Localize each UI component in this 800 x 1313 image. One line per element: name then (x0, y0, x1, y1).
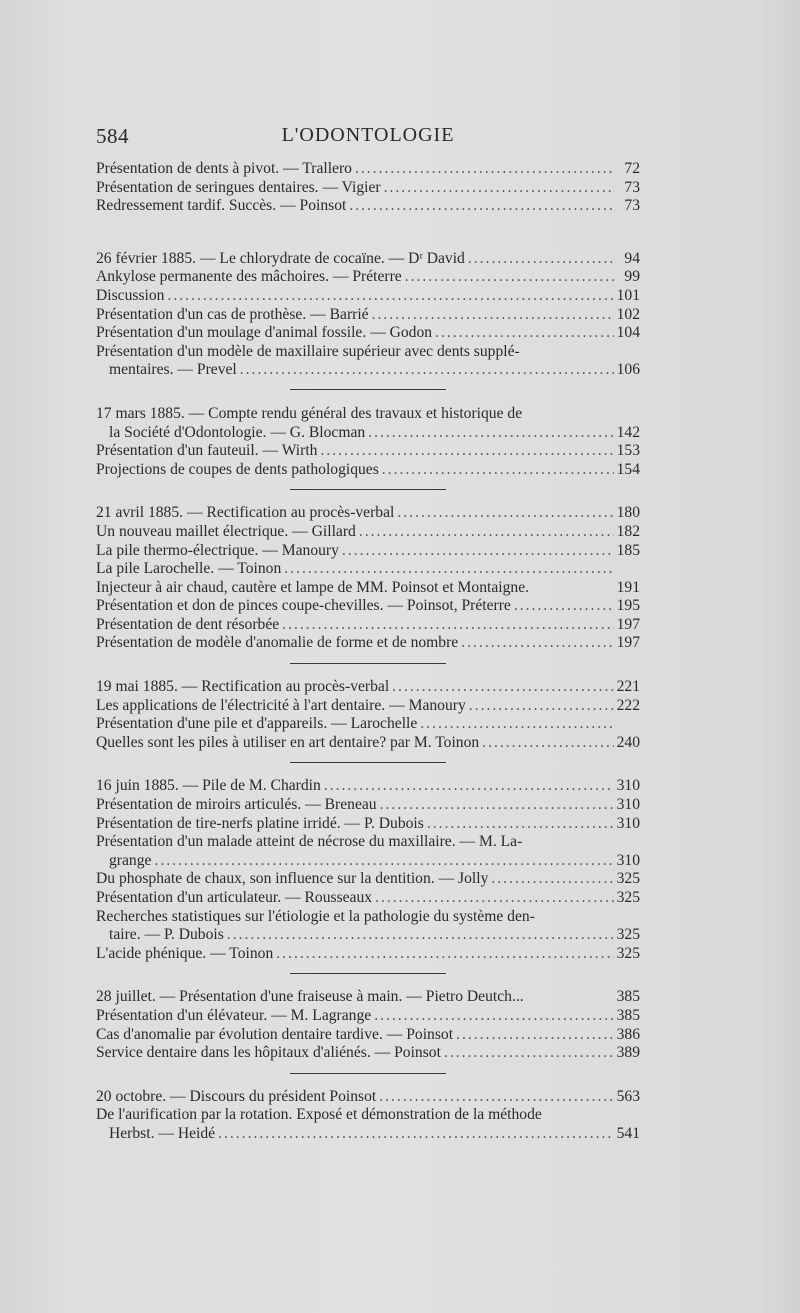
entry-title: mentaires. — Prevel (109, 361, 237, 379)
entry-title: Présentation d'une pile et d'appareils. — Larochelle (96, 715, 418, 733)
toc-entry (96, 870, 640, 889)
entry-page: 154 (616, 460, 640, 478)
entry-title: taire. — P. Dubois (109, 926, 224, 944)
entry-title: Présentation de tire-nerfs platine irridé. — P. Dubois (96, 814, 424, 832)
entry-page: 385 (616, 1006, 640, 1024)
entry-title: Présentation de dent résorbée (96, 615, 280, 633)
entry-title: 20 octobre. — Discours du président Poinsot (96, 1087, 377, 1105)
entry-page: 325 (616, 870, 640, 888)
toc-entry (96, 988, 640, 1007)
toc-entry (96, 306, 640, 325)
toc-section-5 (96, 678, 640, 752)
dot-leader (227, 926, 614, 945)
entry-page: 142 (616, 423, 640, 441)
entry-title-first-line: Recherches statistiques sur l'étiologie et la pathologie du système den- (96, 907, 535, 925)
entry-title: 26 février 1885. — Le chlorydrate de cocaïne. — Dʳ David (96, 249, 465, 267)
entry-page: 191 (616, 578, 640, 596)
toc-entry (96, 179, 640, 198)
dot-leader (276, 945, 613, 964)
entry-title: Présentation d'un fauteuil. — Wirth (96, 442, 318, 460)
entry-page: 222 (616, 696, 640, 714)
dot-leader (405, 268, 615, 287)
entry-title: Présentation d'un articulateur. — Rousseaux (96, 889, 373, 906)
toc-entry (96, 926, 640, 945)
entry-page: 104 (616, 324, 640, 342)
dot-leader (342, 542, 614, 561)
dot-leader (380, 796, 614, 815)
dot-leader (514, 597, 614, 616)
toc-entry (96, 815, 640, 834)
toc-section-4 (96, 504, 640, 653)
entry-page: 99 (624, 268, 640, 286)
dot-leader (375, 889, 614, 908)
toc-entry (96, 777, 640, 796)
entry-page: 185 (616, 541, 640, 559)
dot-leader (468, 250, 615, 269)
entry-page: 310 (616, 851, 640, 869)
toc-section-8 (96, 1088, 640, 1144)
entry-title: Présentation et don de pinces coupe-chevilles. — Poinsot, Préterre (96, 597, 511, 615)
entry-page: 197 (616, 615, 640, 633)
dot-leader (397, 504, 613, 523)
table-of-contents (96, 160, 640, 1144)
dot-leader (384, 179, 615, 198)
toc-section-3 (96, 405, 640, 479)
entry-title: Injecteur à air chaud, cautère et lampe de MM. Poinsot et Montaigne. (96, 578, 530, 596)
entry-title: Projections de coupes de dents pathologiques (96, 460, 379, 478)
entry-page: 563 (616, 1087, 640, 1105)
entry-page: 325 (616, 926, 640, 944)
dot-leader (359, 523, 614, 542)
entry-page: 541 (616, 1124, 640, 1142)
entry-title: Quelles sont les piles à utiliser en art dentaire? par M. Toinon (96, 733, 480, 751)
entry-title-first-line: Présentation d'un malade atteint de nécrose du maxillaire. — M. La- (96, 833, 523, 851)
toc-entry (96, 579, 640, 598)
dot-leader (284, 560, 615, 579)
entry-page: 325 (616, 889, 640, 906)
entry-page: 73 (624, 178, 640, 196)
entry-page: 240 (616, 733, 640, 751)
toc-entry (96, 160, 640, 179)
dot-leader (167, 287, 613, 306)
entry-page: 386 (616, 1025, 640, 1043)
dot-leader (374, 1007, 613, 1026)
toc-entry (96, 442, 640, 461)
entry-title: La pile thermo-électrique. — Manoury (96, 541, 339, 559)
entry-title: 16 juin 1885. — Pile de M. Chardin (96, 777, 321, 795)
toc-entry (96, 523, 640, 542)
dot-leader (349, 197, 615, 216)
dot-leader (469, 697, 614, 716)
dot-leader (368, 424, 613, 443)
toc-entry (96, 889, 640, 908)
entry-page: 94 (624, 249, 640, 267)
entry-title: Présentation d'un moulage d'animal fossile. — Godon (96, 324, 433, 342)
entry-page: 385 (616, 988, 640, 1006)
toc-entry (96, 597, 640, 616)
toc-entry (96, 697, 640, 716)
toc-section-6 (96, 777, 640, 963)
dot-leader (282, 616, 613, 635)
entry-page: 310 (616, 777, 640, 795)
entry-title: Présentation d'un élévateur. — M. Lagrange (96, 1006, 372, 1024)
entry-title: Redressement tardif. Succès. — Poinsot (96, 197, 347, 215)
entry-title: Un nouveau maillet électrique. — Gillard (96, 522, 356, 540)
entry-title: Discussion (96, 286, 165, 304)
dot-leader (461, 634, 613, 653)
toc-entry (96, 560, 640, 579)
entry-title-first-line: Présentation d'un modèle de maxillaire supérieur avec dents supplé- (96, 342, 520, 360)
entry-page: 389 (616, 1044, 640, 1062)
running-title: L'ODONTOLOGIE (281, 124, 455, 146)
toc-entry (96, 287, 640, 306)
entry-title: Service dentaire dans les hôpitaux d'aliénés. — Poinsot (96, 1044, 441, 1062)
dot-leader (482, 734, 613, 753)
dot-leader (420, 715, 615, 734)
toc-section-1 (96, 160, 640, 216)
entry-title: Présentation de seringues dentaires. — Vigier (96, 178, 381, 196)
entry-title: Présentation de modèle d'anomalie de forme et de nombre (96, 634, 459, 652)
dot-leader (372, 306, 614, 325)
entry-page: 180 (616, 504, 640, 522)
toc-section-2 (96, 250, 640, 380)
entry-title: Ankylose permanente des mâchoires. — Préterre (96, 268, 402, 286)
entry-page: 310 (616, 796, 640, 814)
entry-page: 102 (616, 305, 640, 323)
dot-leader (218, 1125, 614, 1144)
toc-entry (96, 268, 640, 287)
toc-entry (96, 616, 640, 635)
entry-page: 101 (616, 286, 640, 304)
toc-entry (96, 678, 640, 697)
toc-entry (96, 634, 640, 653)
entry-title: Herbst. — Heidé (109, 1124, 216, 1142)
page-header (96, 124, 640, 154)
toc-entry (96, 715, 640, 734)
dot-leader (435, 324, 614, 343)
dot-leader (456, 1026, 614, 1045)
toc-entry (96, 424, 640, 443)
toc-entry (96, 1088, 640, 1107)
toc-entry (96, 1125, 640, 1144)
dot-leader (240, 361, 614, 380)
entry-page: 72 (624, 160, 640, 177)
dot-leader (491, 870, 613, 889)
toc-section-7 (96, 988, 640, 1062)
entry-page: 325 (616, 944, 640, 962)
entry-page: 310 (616, 814, 640, 832)
entry-page: 153 (616, 442, 640, 460)
dot-leader (320, 442, 613, 461)
toc-entry (96, 361, 640, 380)
entry-title: Présentation de miroirs articulés. — Breneau (96, 796, 377, 814)
page-number: 584 (96, 124, 129, 148)
toc-entry (96, 1007, 640, 1026)
entry-page: 182 (616, 522, 640, 540)
toc-entry (96, 1044, 640, 1063)
entry-page: 221 (616, 678, 640, 696)
entry-page: 195 (616, 597, 640, 615)
toc-entry (96, 504, 640, 523)
dot-leader (355, 160, 615, 179)
entry-title: la Société d'Odontologie. — G. Blocman (109, 423, 366, 441)
entry-title: Les applications de l'électricité à l'art dentaire. — Manoury (96, 696, 466, 714)
entry-page: 106 (616, 361, 640, 379)
dot-leader (392, 678, 613, 697)
entry-title: L'acide phénique. — Toinon (96, 944, 274, 962)
toc-entry (96, 852, 640, 871)
toc-entry (96, 461, 640, 480)
entry-page: 197 (616, 634, 640, 652)
entry-title-first-line: De l'aurification par la rotation. Exposé et démonstration de la méthode (96, 1106, 542, 1124)
dot-leader (379, 1088, 613, 1107)
dot-leader (154, 852, 613, 871)
entry-title: La pile Larochelle. — Toinon (96, 560, 282, 578)
entry-title: 19 mai 1885. — Rectification au procès-verbal (96, 678, 390, 696)
entry-title: 21 avril 1885. — Rectification au procès-verbal (96, 504, 395, 522)
entry-title: Du phosphate de chaux, son influence sur la dentition. — Jolly (96, 870, 489, 888)
toc-entry (96, 324, 640, 343)
entry-page: 73 (624, 197, 640, 215)
entry-title: Présentation d'un cas de prothèse. — Barrié (96, 305, 369, 323)
dot-leader (427, 815, 614, 834)
entry-title: 28 juillet. — Présentation d'une fraiseuse à main. — Pietro Deutch... (96, 988, 524, 1006)
entry-title: Cas d'anomalie par évolution dentaire tardive. — Poinsot (96, 1025, 454, 1043)
toc-entry (96, 542, 640, 561)
toc-entry (96, 250, 640, 269)
dot-leader (444, 1044, 614, 1063)
toc-entry (96, 796, 640, 815)
dot-leader (324, 777, 614, 796)
dot-leader (382, 461, 614, 480)
entry-title: Présentation de dents à pivot. — Trallero (96, 160, 352, 177)
toc-entry (96, 734, 640, 753)
entry-title-first-line: 17 mars 1885. — Compte rendu général des travaux et historique de (96, 404, 523, 422)
toc-entry (96, 197, 640, 216)
entry-title: grange (109, 851, 152, 869)
toc-entry (96, 945, 640, 964)
toc-entry (96, 1026, 640, 1045)
